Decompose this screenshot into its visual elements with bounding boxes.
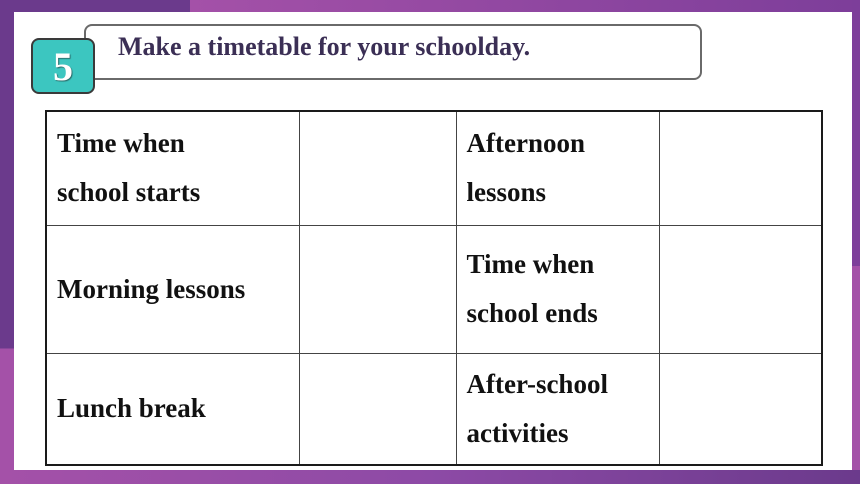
label-school-start: Time when school starts [46, 111, 299, 225]
cell-after-school-activities[interactable] [659, 353, 822, 465]
cell-lunch-break[interactable] [299, 353, 456, 465]
cell-school-start[interactable] [299, 111, 456, 225]
slide-title: Make a timetable for your schoolday. [118, 32, 531, 61]
table-row [46, 225, 822, 353]
exercise-number-badge: 5 [31, 38, 95, 94]
frame-top-left-bar [0, 0, 190, 12]
cell-morning-lessons[interactable] [299, 225, 456, 353]
label-morning-lessons: Morning lessons [46, 225, 299, 353]
label-lunch-break: Lunch break [46, 353, 299, 465]
frame-right-bar [852, 0, 860, 484]
frame-left-bar [0, 0, 14, 484]
frame-top-bar [190, 0, 860, 12]
table-row [46, 353, 822, 465]
cell-afternoon-lessons[interactable] [659, 111, 822, 225]
frame-bottom-bar [0, 470, 860, 484]
cell-school-end[interactable] [659, 225, 822, 353]
table-row [46, 111, 822, 225]
label-school-end: Time when school ends [456, 225, 659, 353]
timetable [45, 110, 823, 466]
label-afternoon-lessons: Afternoon lessons [456, 111, 659, 225]
label-after-school-activities: After-school activities [456, 353, 659, 465]
